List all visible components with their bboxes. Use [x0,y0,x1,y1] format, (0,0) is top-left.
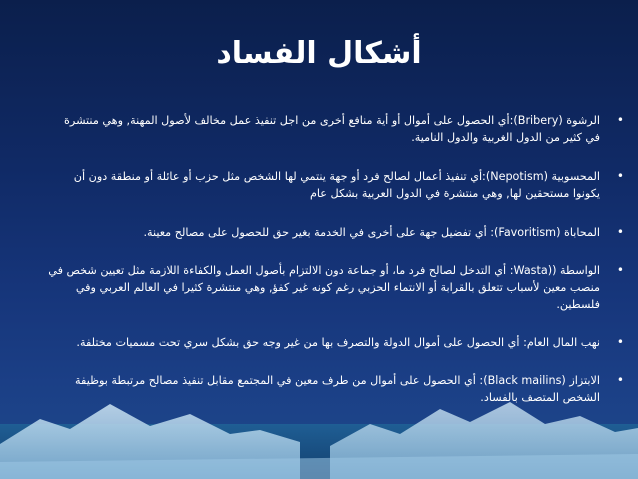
bullet-dot-icon: • [616,263,624,277]
bullet-dot-icon: • [616,373,624,387]
bullet-public-funds-looting [40,334,630,351]
bullet-dot-icon: • [616,169,624,183]
slide-title: أشكال الفساد [216,36,422,71]
bullet-dot-icon: • [616,113,624,127]
bullet-dot-icon: • [616,335,624,349]
bullet-text: الابتزاز (Black mailins): أي الحصول على أموال من طرف معين في المجتمع مقابل تنفيذ مصالح مرتبطة بوظيفة الشخص المتصف بالفساد. [75,374,600,404]
bullet-wasta [40,262,630,313]
bullet-text: المحسوبية (Nepotism):أي تنفيذ أعمال لصالح فرد أو جهة ينتمي لها الشخص مثل حزب أو عائلة أو منطقة دون أن يكونوا مستحقين لها, وهي منتشرة في الدول العربية بشكل عام [73,170,600,200]
bullet-dot-icon: • [616,225,624,239]
bullet-list [40,112,630,406]
bullet-blackmail [40,372,630,406]
bullet-nepotism [40,168,630,202]
bullet-text: الرشوة (Bribery):أي الحصول على أموال أو أية منافع أخرى من اجل تنفيذ عمل مخالف لأصول المهنة, وهي منتشرة في كثير من الدول الغربية والدول النامية. [64,114,600,144]
bullet-text: الواسطة ((Wasta: أي التدخل لصالح فرد ما، أو جماعة دون الالتزام بأصول العمل والكفاءة اللازمة مثل تعيين شخص في منصب معين لأسباب تتعلق بالقرابة أو الانتماء الحزبي رغم كونه غير كفؤ, وهي منتشرة كثيرا في العالم العربي وفي فلسطين. [48,264,600,311]
bullet-favoritism [40,224,630,241]
bullet-bribery [40,112,630,146]
bullet-text: نهب المال العام: أي الحصول على أموال الدولة والتصرف بها من غير وجه حق بشكل سري تحت مسميات مختلفة. [76,336,600,349]
bullet-text: المحاباة (Favoritism): أي تفضيل جهة على أخرى في الخدمة بغير حق للحصول على مصالح معينة. [143,226,600,239]
